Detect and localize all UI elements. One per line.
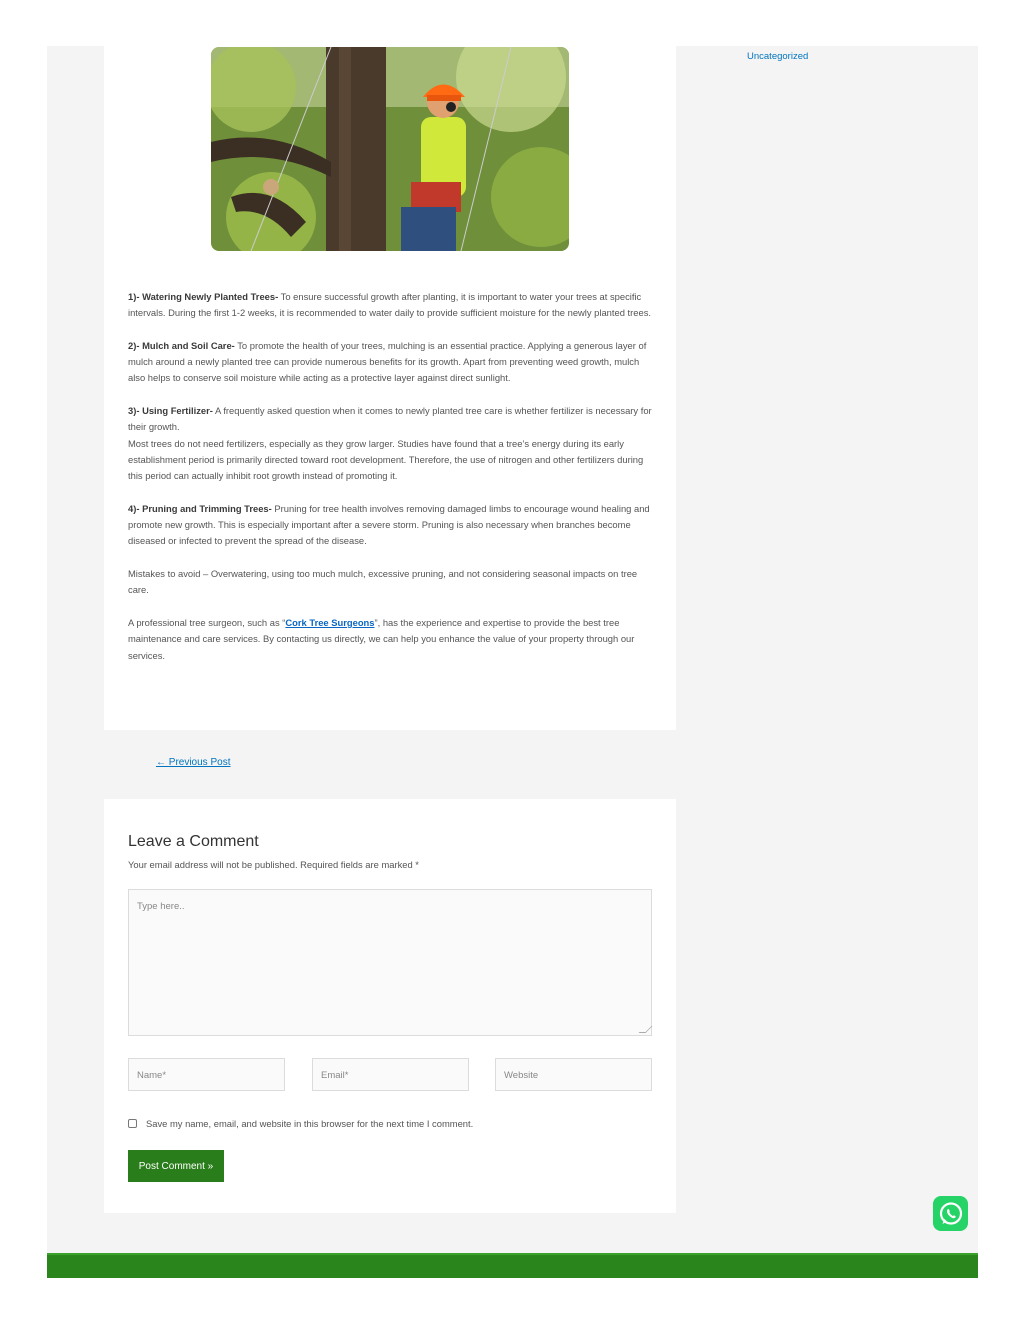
comment-textarea[interactable]: Type here..	[128, 889, 652, 1036]
hero-image	[211, 47, 569, 251]
email-input[interactable]: Email*	[312, 1058, 469, 1091]
cork-tree-surgeons-link[interactable]: Cork Tree Surgeons	[285, 616, 375, 628]
text-professional-before: A professional tree surgeon, such as “	[128, 616, 286, 628]
save-info-row	[128, 1118, 473, 1129]
website-input[interactable]: Website	[495, 1058, 652, 1091]
text-watering: To ensure successful growth after planting, it is important to water your trees at specific intervals. During the first 1-2 weeks, it is recommended to water daily to provide sufficient moisture for the newly planted trees.	[128, 291, 651, 319]
article-content	[128, 289, 653, 680]
paragraph-professional	[128, 615, 653, 664]
paragraph-pruning	[128, 501, 653, 550]
post-comment-button[interactable]: Post Comment »	[128, 1150, 224, 1182]
previous-post-link[interactable]: ← Previous Post	[156, 757, 231, 768]
comment-form	[104, 799, 676, 1213]
comment-title: Leave a Comment	[128, 833, 259, 850]
text-mulch: To promote the health of your trees, mulching is an essential practice. Applying a generous layer of mulch around a newly planted tree can provide numerous benefits for its growth. Apart from preventing weed growth, mulch also helps to conserve soil moisture while acting as a protective layer against direct sunlight.	[128, 339, 647, 384]
whatsapp-icon	[938, 1201, 964, 1227]
footer-bar	[47, 1253, 978, 1278]
heading-mulch: 2)- Mulch and Soil Care-	[128, 339, 235, 351]
paragraph-mulch	[128, 338, 653, 387]
tree-climber-photo-icon	[211, 47, 569, 251]
save-info-label: Save my name, email, and website in this browser for the next time I comment.	[146, 1118, 474, 1129]
paragraph-watering	[128, 289, 653, 322]
site-container	[47, 46, 978, 1278]
article	[104, 46, 676, 730]
heading-fertilizer: 3)- Using Fertilizer-	[128, 405, 213, 417]
paragraph-mistakes: Mistakes to avoid – Overwatering, using too much mulch, excessive pruning, and not considering seasonal impacts on tree care.	[128, 568, 638, 596]
name-input[interactable]: Name*	[128, 1058, 285, 1091]
text-pruning: Pruning for tree health involves removing damaged limbs to encourage wound healing and promote new growth. This is especially important after a severe storm. Pruning is also necessary when branches become diseased or infected to prevent the spread of the disease.	[128, 502, 650, 547]
comment-note: Your email address will not be published. Required fields are marked *	[128, 859, 419, 870]
text-professional-after: ”, has the experience and expertise to provide the best tree maintenance and care services. By contacting us directly, we can help you enhance the value of your property through our services.	[128, 616, 635, 661]
heading-pruning: 4)- Pruning and Trimming Trees-	[128, 502, 272, 514]
heading-watering: 1)- Watering Newly Planted Trees-	[128, 291, 279, 302]
sidebar-category-link[interactable]: Uncategorized	[747, 51, 809, 62]
paragraph-fertilizer	[128, 403, 653, 484]
text-fertilizer: A frequently asked question when it comes to newly planted tree care is whether fertilizer is necessary for their growth.	[128, 405, 652, 433]
whatsapp-button[interactable]	[933, 1196, 968, 1231]
text-fertilizer-2: Most trees do not need fertilizers, especially as they grow larger. Studies have found that a tree’s energy during its early establishment period is primarily directed toward root development. Therefore, the use of nitrogen and other fertilizers during this period can actually inhibit root growth instead of promoting it.	[128, 437, 644, 482]
save-info-checkbox[interactable]	[128, 1119, 137, 1128]
